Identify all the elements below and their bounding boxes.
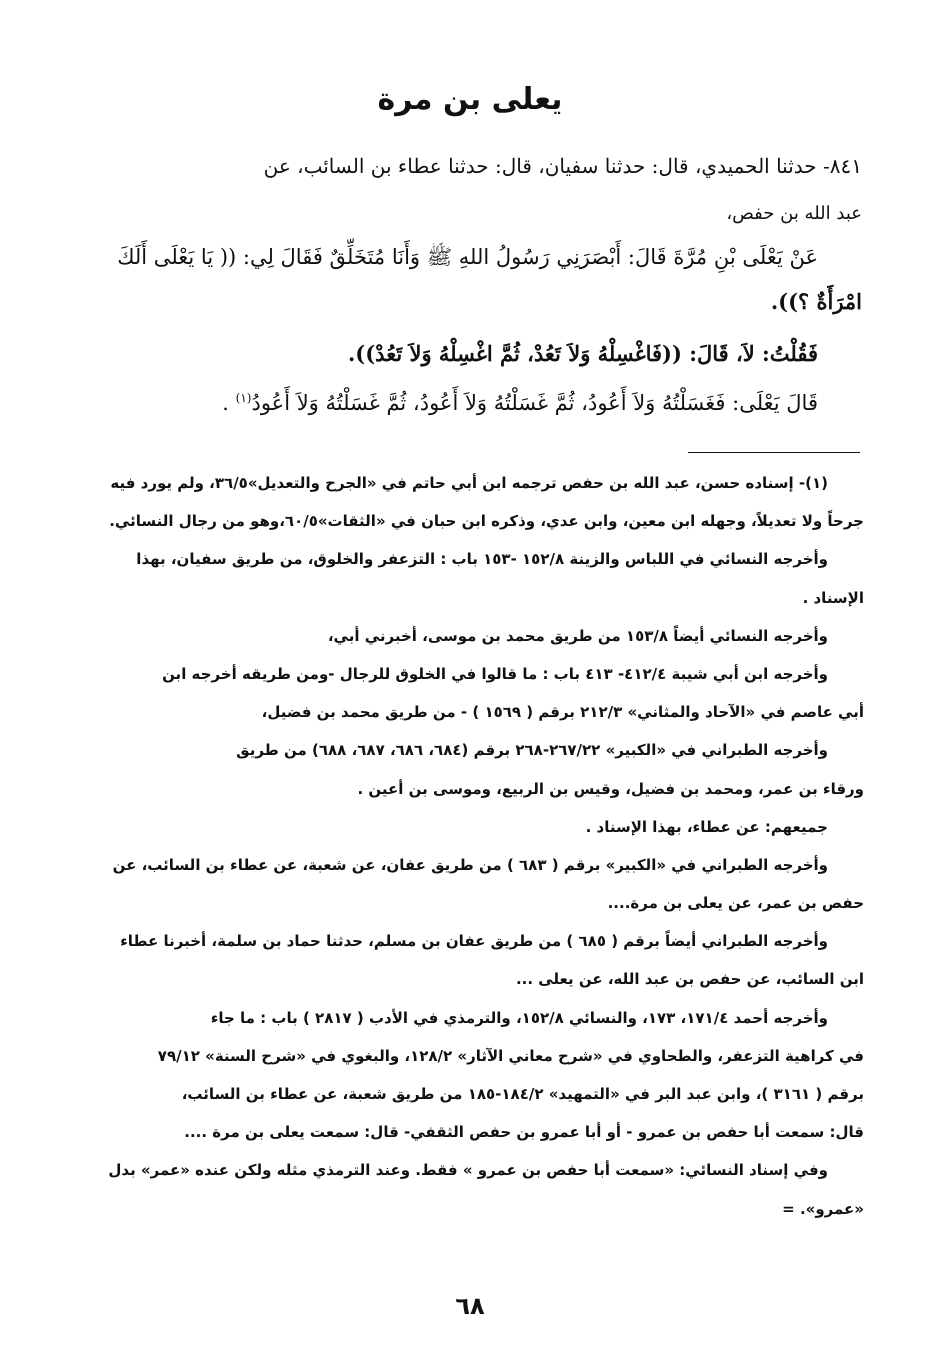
footnote-line: حفص بن عمر، عن يعلى بن مرة.... (607, 894, 864, 913)
footnote-line: وأخرجه ابن أبي شيبة ٤١٢/٤- ٤١٣ باب : ما قالوا في الخلوق للرجال -ومن طريقه أخرجه ابن (162, 664, 828, 683)
chapter-title: يعلى بن مرة (377, 82, 563, 117)
footnote-line: (١)- إسناده حسن، عبد الله بن حفص ترجمه ابن أبي حاتم في «الجرح والتعديل»٣٦/٥، ولم يورد فيه (110, 474, 828, 492)
end-mark: . (222, 391, 236, 415)
footnote-line: «عمرو». = (782, 1199, 864, 1218)
footnote-line: في كراهية التزعفر، والطحاوي في «شرح معاني الآثار» ١٢٨/٢، والبغوي في «شرح السنة» ٧٩/١٢ (157, 1046, 864, 1065)
footnote-line: الإسناد . (802, 588, 864, 607)
footnote-separator (688, 452, 860, 453)
isnad-line: عبد الله بن حفص، (726, 203, 862, 224)
footnote-line: جميعهم: عن عطاء، بهذا الإسناد . (585, 817, 828, 836)
isnad-line: ٨٤١- حدثنا الحميدي، قال: حدثنا سفيان، قال: حدثنا عطاء بن السائب، عن (263, 154, 862, 178)
footnote-line: وأخرجه أحمد ١٧١/٤، ١٧٣، والنسائي ١٥٢/٨، والترمذي في الأدب ( ٢٨١٧ ) باب : ما جاء (210, 1008, 828, 1027)
footnote-line: وأخرجه الطبراني أيضاً برقم ( ٦٨٥ ) من طريق عفان بن مسلم، حدثنا حماد بن سلمة، أخبرنا عطاء (120, 932, 828, 951)
footnotes (80, 464, 864, 1228)
footnote-line: وفي إسناد النسائي: «سمعت أبا حفص بن عمرو » فقط. وعند الترمذي مثله ولكن عنده «عمر» بدل (108, 1161, 828, 1180)
footnote-reference: (١) (235, 391, 252, 405)
footnote-line: برقم ( ٣١٦١ )، وابن عبد البر في «التمهيد» ١٨٤/٢-١٨٥ من طريق شعبة، عن عطاء بن السائب، (181, 1085, 864, 1103)
matn-line-last (82, 376, 862, 420)
matn-line: فَقُلْتُ: لاَ، قَالَ: ((فَاغْسِلْهُ وَلاَ تَعُدْ، ثُمَّ اغْسِلْهُ وَلاَ تَعُدْ)). (348, 341, 818, 366)
footnote-line: أبي عاصم في «الآحاد والمثاني» ٢١٢/٣ برقم ( ١٥٦٩ ) - من طريق محمد بن فضيل، (261, 703, 864, 722)
footnote-line: جرحاً ولا تعديلاً، وجهله ابن معين، وابن عدي، وذكره ابن حبان في «الثقات»٦٠/٥،وهو من رجال النسائي. (109, 512, 864, 531)
matn-text: قَالَ يَعْلَى: فَغَسَلْتُهُ وَلاَ أَعُودُ، ثُمَّ غَسَلْتُهُ وَلاَ أَعُودُ، ثُمَّ غَسَلْتُهُ وَلاَ أَعُودُ (251, 391, 818, 415)
footnote-line: وأخرجه الطبراني في «الكبير» برقم ( ٦٨٣ ) من طريق عفان، عن شعبة، عن عطاء بن السائب، عن (112, 855, 828, 874)
matn-line: عَنْ يَعْلَى بْنِ مُرَّةَ قَالَ: أَبْصَرَنِي رَسُولُ اللهِ ﷺ وَأَنَا مُتَخَلِّقٌ فَقَالَ لِي: (( يَا يَعْلَى أَلَكَ (117, 245, 818, 269)
footnote-line: وأخرجه النسائي في اللباس والزينة ١٥٢/٨ -١٥٣ باب : التزعفر والخلوق، من طريق سفيان، بهذا (136, 550, 828, 569)
footnote-line: وأخرجه الطبراني في «الكبير» ٢٦٧/٢٢-٢٦٨ برقم (٦٨٤، ٦٨٦، ٦٨٧، ٦٨٨) من طريق (236, 741, 828, 760)
matn-line: امْرَأَةٌ ؟)). (770, 289, 862, 314)
hadith-block (82, 142, 862, 420)
page-number: ٦٨ (455, 1292, 485, 1320)
footnote-line: ابن السائب، عن حفص بن عبد الله، عن يعلى ... (515, 970, 864, 989)
footnote-line: قال: سمعت أبا حفص بن عمرو - أو أبا عمرو بن حفص الثقفي- قال: سمعت يعلى بن مرة .... (184, 1123, 864, 1142)
footnote-line: ورقاء بن عمر، ومحمد بن فضيل، وقيس بن الربيع، وموسى بن أعين . (357, 779, 864, 798)
footnote-line: وأخرجه النسائي أيضاً ١٥٣/٨ من طريق محمد بن موسى، أخبرني أبي، (327, 626, 828, 645)
